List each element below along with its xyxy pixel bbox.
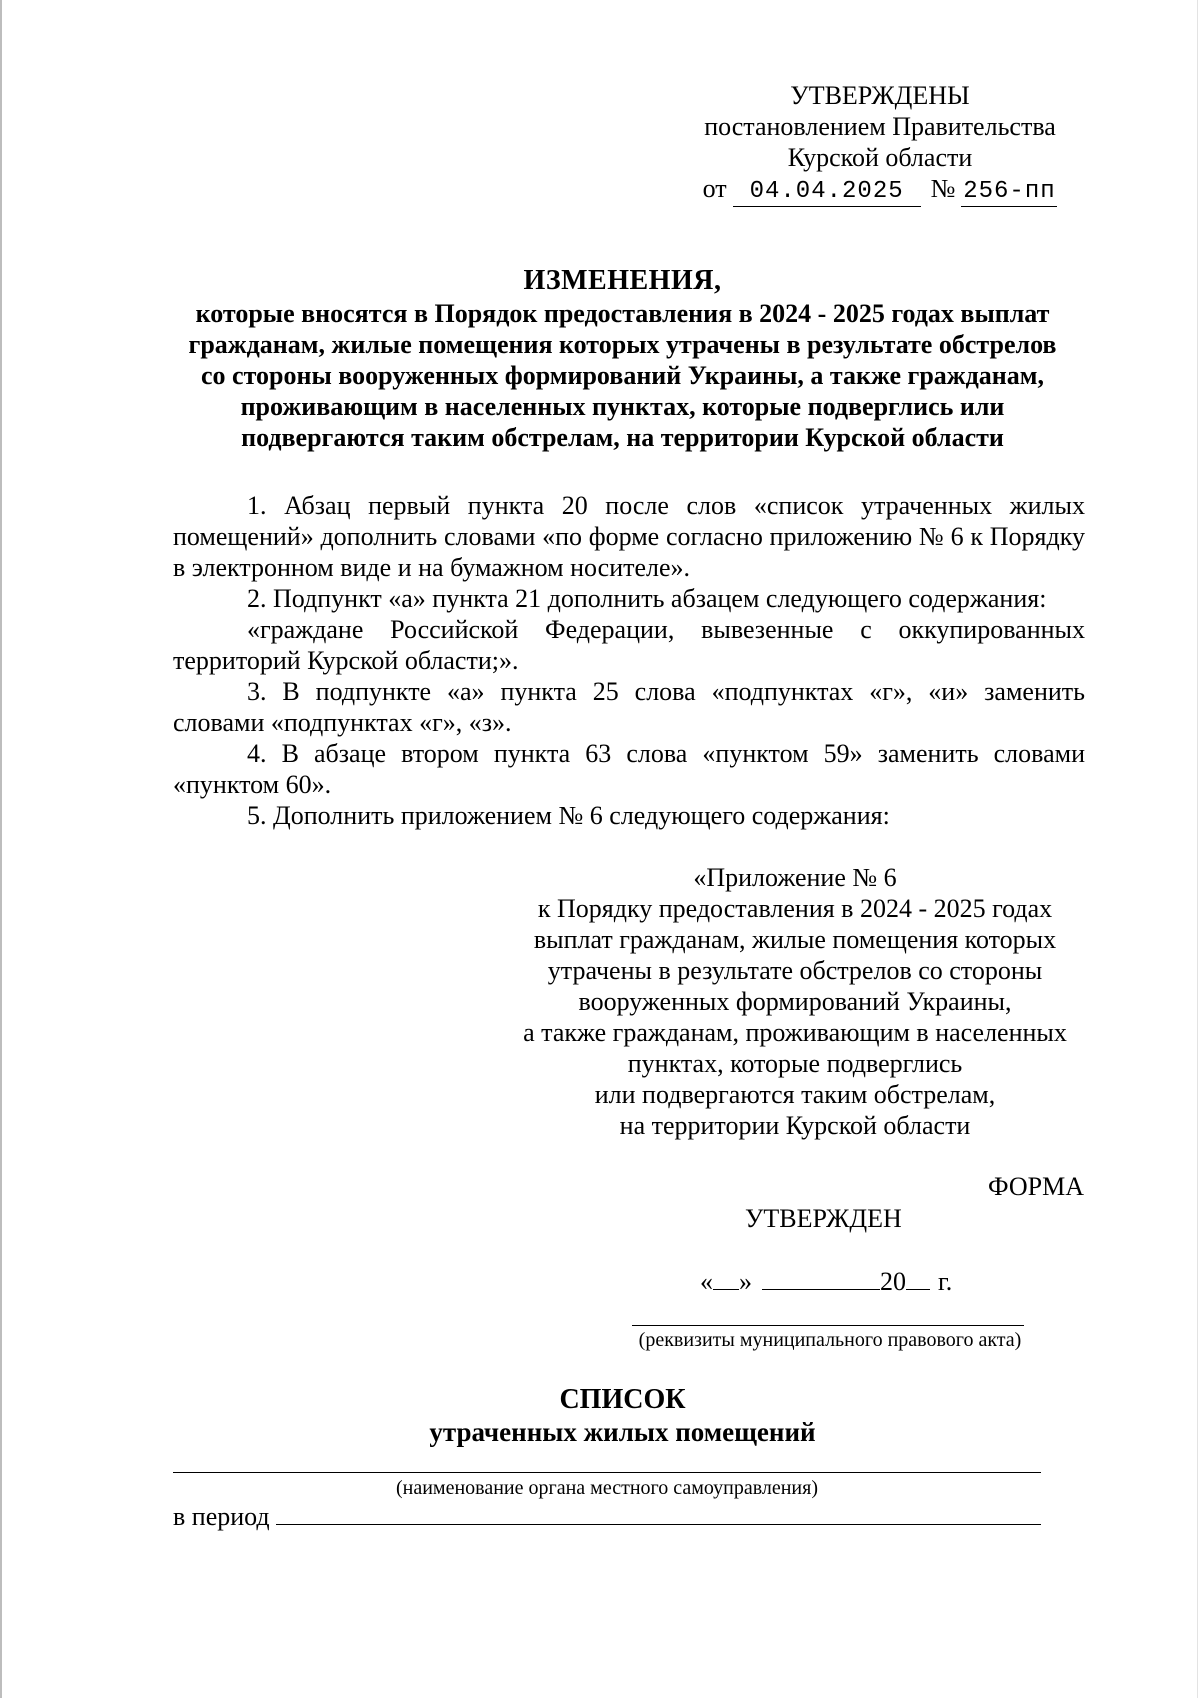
- heading-line: которые вносятся в Порядок предоставления в 2024 - 2025 годах выплат: [195, 299, 1050, 328]
- approval-title: УТВЕРЖДЕНЫ: [790, 81, 970, 110]
- approval-number: 256-пп: [963, 178, 1056, 205]
- heading-line: со стороны вооруженных формирований Украины, а также гражданам,: [201, 361, 1044, 390]
- year-prefix: 20: [880, 1267, 906, 1296]
- heading-line: проживающим в населенных пунктах, которые подверглись или: [240, 392, 1005, 421]
- organization-caption: (наименование органа местного самоуправления): [395, 1477, 818, 1499]
- appendix-line: или подвергаются таким обстрелам,: [594, 1080, 996, 1109]
- period-row: [173, 1502, 1041, 1532]
- changes-heading: [160, 265, 1085, 453]
- appendix-line: пунктах, которые подверглись: [627, 1049, 963, 1078]
- form-label: ФОРМА: [988, 1172, 1084, 1201]
- date-prefix: от: [702, 174, 727, 203]
- changes-body: [173, 490, 1085, 831]
- month-blank: [762, 1289, 880, 1290]
- appendix-line: а также гражданам, проживающим в населенных: [523, 1018, 1067, 1047]
- appendix-line: выплат гражданам, жилые помещения которых: [533, 925, 1057, 954]
- quote-close: »: [739, 1267, 752, 1296]
- appendix-line: к Порядку предоставления в 2024 - 2025 годах: [537, 894, 1053, 923]
- approval-date-number-row: [680, 173, 1080, 207]
- paragraph: 1. Абзац первый пункта 20 после слов «список утраченных жилых помещений» дополнить словами «по форме согласно приложению № 6 к Порядку в электронном виде и на бумажном носителе».: [173, 491, 1085, 582]
- list-subtitle: утраченных жилых помещений: [429, 1417, 816, 1447]
- period-label: в период: [173, 1502, 270, 1531]
- day-blank: [713, 1289, 739, 1290]
- list-title: СПИСОК: [559, 1384, 686, 1415]
- requisites-line: [632, 1325, 1024, 1326]
- appendix-block: [505, 862, 1085, 1141]
- year-suffix: г.: [938, 1267, 953, 1296]
- requisites-caption: (реквизиты муниципального правового акта): [638, 1329, 1022, 1351]
- approved-label: УТВЕРЖДЕН: [745, 1204, 902, 1233]
- changes-title: ИЗМЕНЕНИЯ,: [523, 265, 722, 296]
- paragraph: 5. Дополнить приложением № 6 следующего содержания:: [247, 801, 890, 830]
- scan-edge-right: [1197, 0, 1198, 1698]
- paragraph: 2. Подпункт «а» пункта 21 дополнить абзацем следующего содержания:: [247, 584, 1047, 613]
- approval-line-1: постановлением Правительства: [704, 112, 1056, 141]
- appendix-line: утрачены в результате обстрелов со стороны: [547, 956, 1043, 985]
- organization-line: [173, 1472, 1041, 1473]
- appendix-line: на территории Курской области: [619, 1111, 971, 1140]
- appendix-line: «Приложение № 6: [693, 863, 897, 892]
- period-line: [276, 1502, 1041, 1525]
- appendix-line: вооруженных формирований Украины,: [578, 987, 1012, 1016]
- heading-line: гражданам, жилые помещения которых утрачены в результате обстрелов: [188, 330, 1057, 359]
- number-prefix: №: [930, 174, 956, 203]
- paragraph: «граждане Российской Федерации, вывезенные с оккупированных территорий Курской области;».: [173, 615, 1085, 675]
- quote-open: «: [700, 1267, 713, 1296]
- approval-block: [680, 80, 1080, 207]
- year-blank: [906, 1289, 930, 1290]
- approval-date: 04.04.2025: [733, 178, 921, 207]
- list-heading: [160, 1384, 1085, 1448]
- heading-line: подвергаются таким обстрелам, на территории Курской области: [241, 423, 1004, 452]
- scan-edge-left: [0, 0, 2, 1698]
- approval-date-blank: [700, 1267, 952, 1297]
- paragraph: 4. В абзаце втором пункта 63 слова «пунктом 59» заменить словами «пунктом 60».: [173, 739, 1085, 799]
- approval-line-2: Курской области: [787, 143, 973, 172]
- paragraph: 3. В подпункте «а» пункта 25 слова «подпунктах «г», «и» заменить словами «подпунктах «г», «з».: [173, 677, 1085, 737]
